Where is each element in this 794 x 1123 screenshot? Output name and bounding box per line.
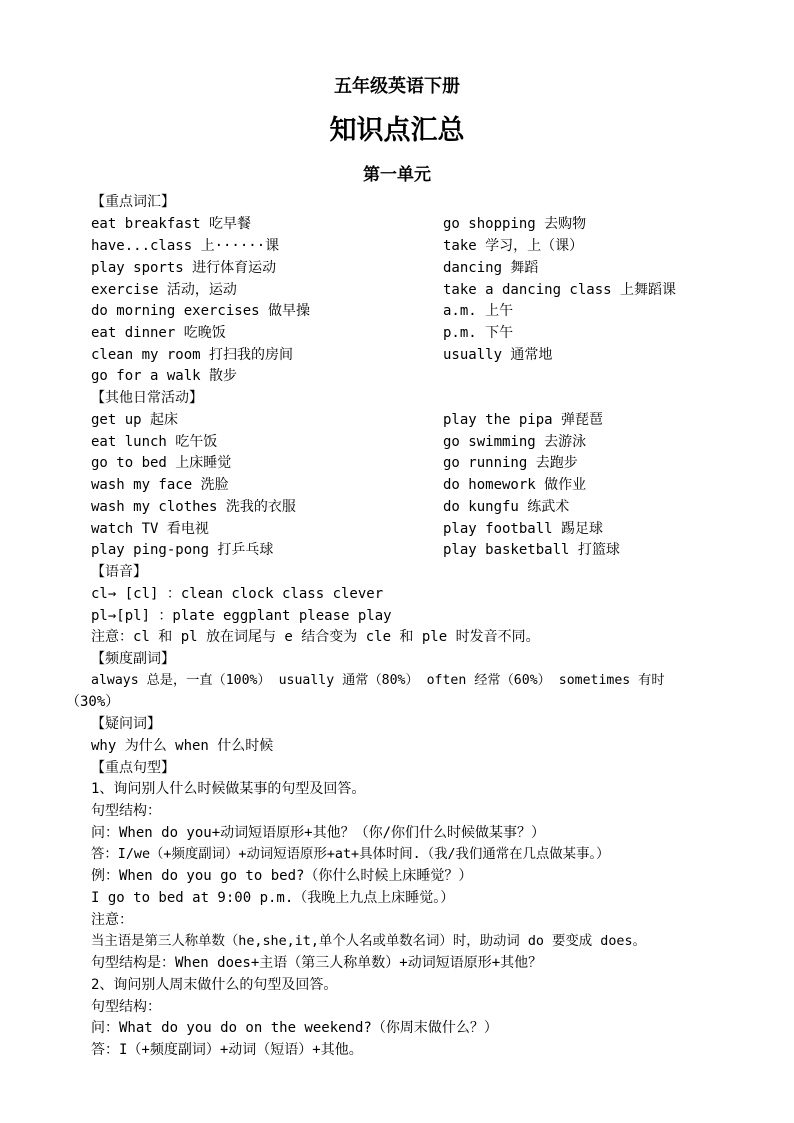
daily-item: go running 去跑步 (443, 455, 578, 471)
daily-item: do homework 做作业 (443, 477, 587, 493)
vocab-item: p.m. 下午 (443, 325, 514, 341)
vocab-item: take 学习，上（课） (443, 238, 584, 254)
sentence-line: 1、询问别人什么时候做某事的句型及回答。 (91, 781, 366, 797)
daily-heading: 【其他日常活动】 (91, 390, 203, 406)
question-heading: 【疑问词】 (91, 716, 161, 732)
vocab-item: take a dancing class 上舞蹈课 (443, 282, 677, 298)
vocab-item: dancing 舞蹈 (443, 260, 539, 276)
daily-item: watch TV 看电视 (91, 521, 209, 537)
freq-line: always 总是，一直（100%） usually 通常（80%） often 经常（60%） sometimes 有时 (91, 673, 665, 688)
question-line: why 为什么 when 什么时候 (91, 738, 274, 754)
daily-item: wash my face 洗脸 (91, 477, 229, 493)
daily-item: get up 起床 (91, 412, 179, 428)
vocab-item: have...class 上······课 (91, 238, 280, 254)
sentence-line: 问：When do you+动词短语原形+其他？（你/你们什么时候做某事？） (91, 825, 546, 841)
sentences-heading: 【重点句型】 (91, 760, 175, 776)
vocab-item: go shopping 去购物 (443, 216, 587, 232)
sentence-line: 句型结构是：When does+主语（第三人称单数）+动词短语原形+其他？ (91, 955, 543, 971)
daily-item: play football 踢足球 (443, 521, 604, 537)
phonics-line: cl→ [cl] ：clean clock class clever (91, 586, 384, 602)
vocab-item: play sports 进行体育运动 (91, 260, 277, 276)
vocab-heading: 【重点词汇】 (91, 194, 175, 210)
daily-item: eat lunch 吃午饭 (91, 434, 218, 450)
daily-item: play basketball 打篮球 (443, 542, 620, 558)
phonics-line: pl→[pl] ：plate eggplant please play (91, 608, 392, 624)
vocab-item: eat dinner 吃晚饭 (91, 325, 226, 341)
sentence-line: 注意： (91, 912, 133, 928)
sentence-line: 句型结构： (91, 999, 161, 1015)
vocab-item: a.m. 上午 (443, 303, 514, 319)
sentence-line: 2、询问别人周末做什么的句型及回答。 (91, 977, 338, 993)
daily-item: do kungfu 练武术 (443, 499, 570, 515)
sentence-line: 例：When do you go to bed?（你什么时候上床睡觉？） (91, 868, 473, 884)
unit-title: 第一单元 (363, 165, 431, 185)
sentence-line: 答：I/we（+频度副词）+动词短语原形+at+具体时间.（我/我们通常在几点做某事。） (91, 847, 610, 862)
phonics-note: 注意：cl 和 pl 放在词尾与 e 结合变为 cle 和 ple 时发音不同。 (91, 629, 540, 645)
vocab-item: exercise 活动，运动 (91, 282, 237, 298)
sentence-line: 当主语是第三人称单数（he,she,it,单个人名或单数名词）时，助动词 do 要变成 does。 (91, 934, 646, 949)
daily-item: wash my clothes 洗我的衣服 (91, 499, 296, 515)
vocab-item: clean my room 打扫我的房间 (91, 347, 294, 363)
freq-heading: 【频度副词】 (91, 651, 175, 667)
vocab-item: usually 通常地 (443, 347, 553, 363)
page-title: 知识点汇总 (329, 115, 465, 146)
daily-item: go swimming 去游泳 (443, 434, 587, 450)
vocab-item: go for a walk 散步 (91, 368, 238, 384)
daily-item: play the pipa 弹琵琶 (443, 412, 604, 428)
vocab-item: eat breakfast 吃早餐 (91, 216, 252, 232)
sentence-line: 问：What do you do on the weekend?（你周末做什么？） (91, 1020, 498, 1036)
phonics-heading: 【语音】 (91, 564, 147, 580)
sentence-line: I go to bed at 9:00 p.m.（我晚上九点上床睡觉。） (91, 890, 455, 906)
daily-item: go to bed 上床睡觉 (91, 455, 232, 471)
grade-title: 五年级英语下册 (334, 76, 460, 97)
daily-item: play ping-pong 打乒乓球 (91, 542, 274, 558)
sentence-line: 答：I（+频度副词）+动词（短语）+其他。 (91, 1042, 363, 1058)
freq-line-cont: （30%） (66, 694, 120, 710)
sentence-line: 句型结构： (91, 803, 161, 819)
vocab-item: do morning exercises 做早操 (91, 303, 311, 319)
